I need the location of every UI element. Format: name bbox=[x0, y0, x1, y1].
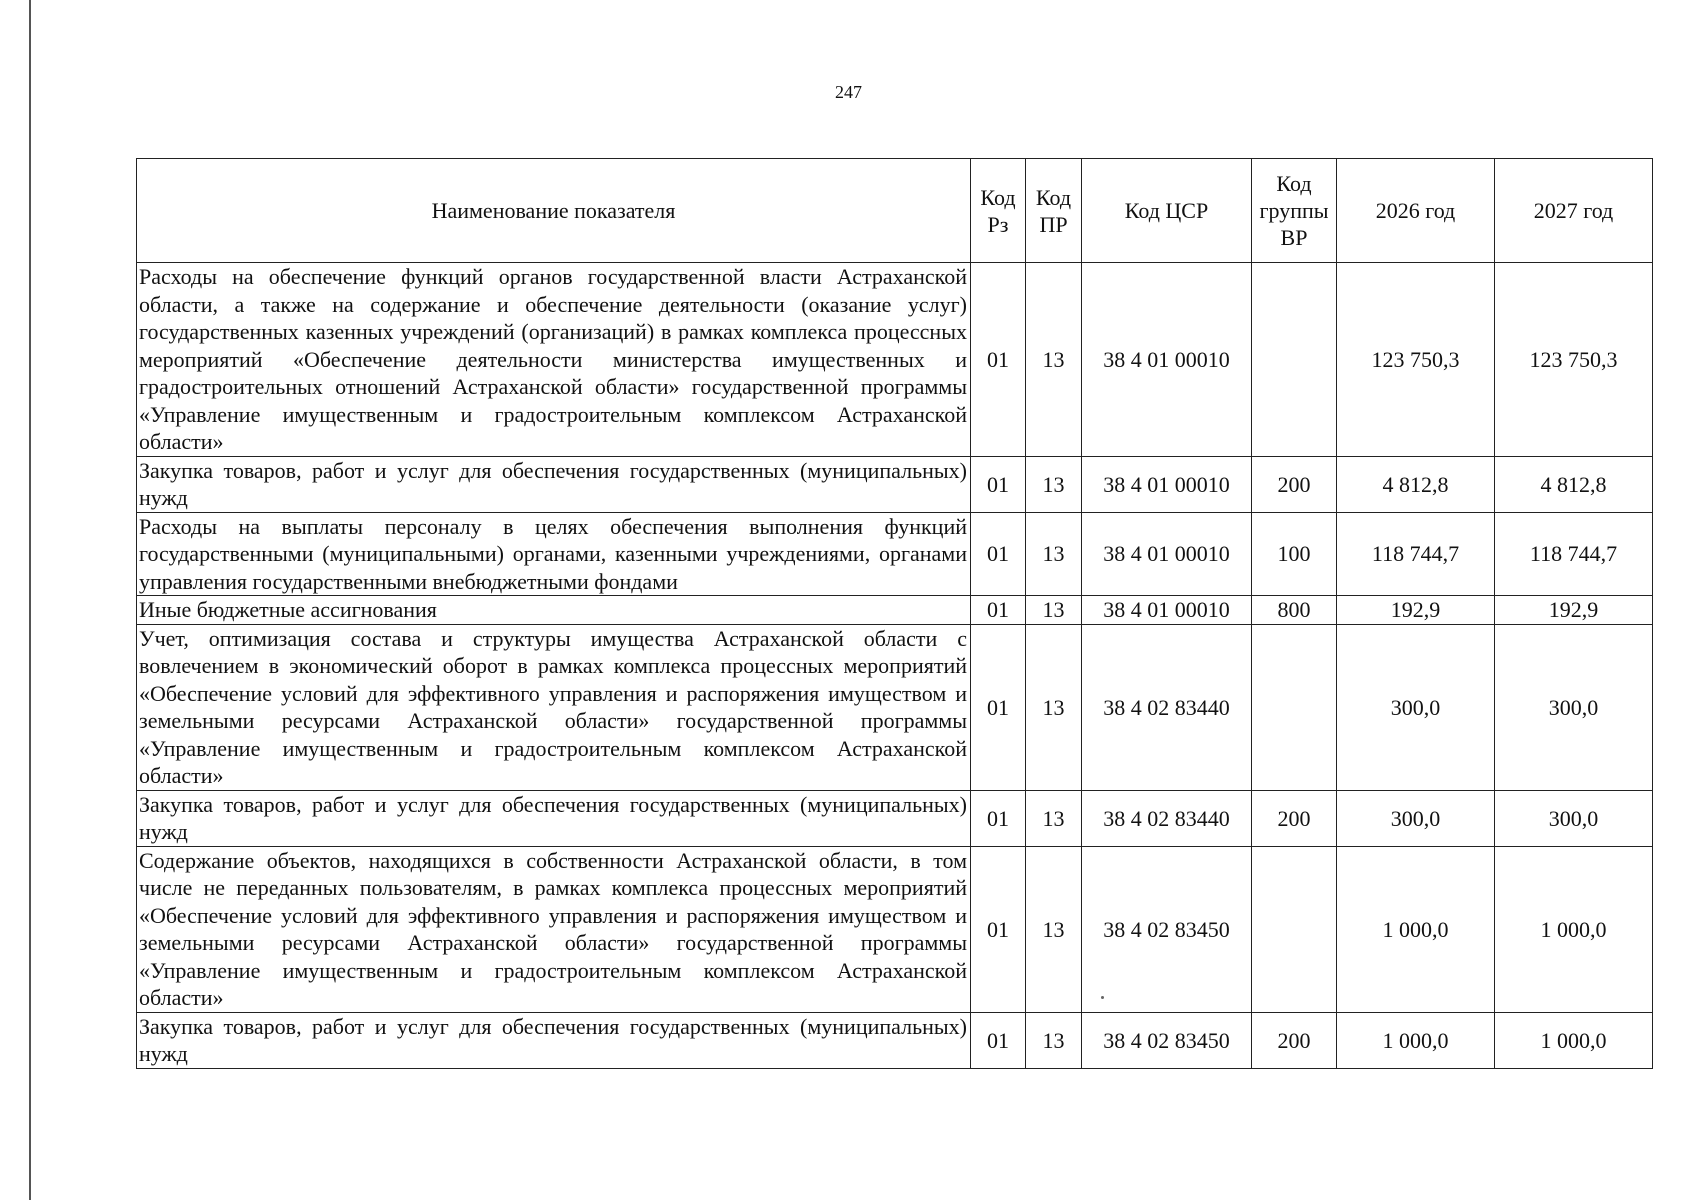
row-amount-2027: 1 000,0 bbox=[1495, 1012, 1653, 1068]
row-amount-2027: 118 744,7 bbox=[1495, 512, 1653, 596]
header-pr: Код ПР bbox=[1026, 159, 1082, 263]
header-year-2026: 2026 год bbox=[1337, 159, 1495, 263]
row-amount-2027: 300,0 bbox=[1495, 790, 1653, 846]
table-row bbox=[137, 790, 1653, 846]
row-rz: 01 bbox=[971, 1012, 1026, 1068]
table-row bbox=[137, 263, 1653, 457]
row-amount-2027: 1 000,0 bbox=[1495, 846, 1653, 1012]
page-margin-line bbox=[29, 0, 31, 1200]
row-amount-2026: 192,9 bbox=[1337, 596, 1495, 625]
row-amount-2027: 300,0 bbox=[1495, 624, 1653, 790]
row-pr: 13 bbox=[1026, 846, 1082, 1012]
row-amount-2026: 4 812,8 bbox=[1337, 456, 1495, 512]
header-csr: Код ЦСР bbox=[1082, 159, 1252, 263]
row-csr: 38 4 02 83450 bbox=[1082, 846, 1252, 1012]
table-row bbox=[137, 846, 1653, 1012]
table-row bbox=[137, 1012, 1653, 1068]
row-pr: 13 bbox=[1026, 263, 1082, 457]
row-name: Закупка товаров, работ и услуг для обеспечения государственных (муниципальных) нужд bbox=[137, 790, 971, 846]
header-rz: Код Рз bbox=[971, 159, 1026, 263]
row-csr: 38 4 02 83440 bbox=[1082, 790, 1252, 846]
row-rz: 01 bbox=[971, 456, 1026, 512]
row-vr: 800 bbox=[1252, 596, 1337, 625]
row-rz: 01 bbox=[971, 512, 1026, 596]
row-amount-2026: 118 744,7 bbox=[1337, 512, 1495, 596]
row-name: Учет, оптимизация состава и структуры имущества Астраханской области с вовлечением в экономический оборот в рамках комплекса процессных мероприятий «Обеспечение условий для эффективного управления и распоряжения имуществом и земельными ресурсами Астраханской области» государственной программы «Управление имущественным и градостроительным комплексом Астраханской области» bbox=[137, 624, 971, 790]
row-csr: 38 4 01 00010 bbox=[1082, 263, 1252, 457]
row-csr: 38 4 01 00010 bbox=[1082, 596, 1252, 625]
row-amount-2026: 300,0 bbox=[1337, 790, 1495, 846]
table-header-row bbox=[137, 159, 1653, 263]
row-amount-2027: 192,9 bbox=[1495, 596, 1653, 625]
row-amount-2027: 4 812,8 bbox=[1495, 456, 1653, 512]
scan-speck bbox=[1101, 996, 1104, 999]
row-vr bbox=[1252, 846, 1337, 1012]
row-amount-2027: 123 750,3 bbox=[1495, 263, 1653, 457]
row-rz: 01 bbox=[971, 263, 1026, 457]
row-amount-2026: 300,0 bbox=[1337, 624, 1495, 790]
row-pr: 13 bbox=[1026, 596, 1082, 625]
row-name: Закупка товаров, работ и услуг для обеспечения государственных (муниципальных) нужд bbox=[137, 456, 971, 512]
header-name: Наименование показателя bbox=[137, 159, 971, 263]
row-vr bbox=[1252, 263, 1337, 457]
row-vr: 100 bbox=[1252, 512, 1337, 596]
row-pr: 13 bbox=[1026, 456, 1082, 512]
row-rz: 01 bbox=[971, 846, 1026, 1012]
row-vr: 200 bbox=[1252, 790, 1337, 846]
row-amount-2026: 1 000,0 bbox=[1337, 846, 1495, 1012]
row-csr: 38 4 02 83450 bbox=[1082, 1012, 1252, 1068]
row-name: Содержание объектов, находящихся в собственности Астраханской области, в том числе не переданных пользователям, в рамках комплекса процессных мероприятий «Обеспечение условий для эффективного управления и распоряжения имуществом и земельными ресурсами Астраханской области» государственной программы «Управление имущественным и градостроительным комплексом Астраханской области» bbox=[137, 846, 971, 1012]
row-vr: 200 bbox=[1252, 456, 1337, 512]
budget-table bbox=[136, 158, 1653, 1069]
table-row bbox=[137, 456, 1653, 512]
row-pr: 13 bbox=[1026, 512, 1082, 596]
header-year-2027: 2027 год bbox=[1495, 159, 1653, 263]
row-pr: 13 bbox=[1026, 1012, 1082, 1068]
table-row bbox=[137, 624, 1653, 790]
row-name: Закупка товаров, работ и услуг для обеспечения государственных (муниципальных) нужд bbox=[137, 1012, 971, 1068]
row-rz: 01 bbox=[971, 624, 1026, 790]
page-number: 247 bbox=[835, 82, 862, 102]
row-name: Иные бюджетные ассигнования bbox=[137, 596, 971, 625]
header-vr: Код группы ВР bbox=[1252, 159, 1337, 263]
row-rz: 01 bbox=[971, 596, 1026, 625]
row-vr: 200 bbox=[1252, 1012, 1337, 1068]
table-row bbox=[137, 512, 1653, 596]
row-csr: 38 4 02 83440 bbox=[1082, 624, 1252, 790]
row-pr: 13 bbox=[1026, 790, 1082, 846]
table-row bbox=[137, 596, 1653, 625]
row-csr: 38 4 01 00010 bbox=[1082, 456, 1252, 512]
row-name: Расходы на выплаты персоналу в целях обеспечения выполнения функций государственными (муниципальными) органами, казенными учреждениями, органами управления государственными внебюджетными фондами bbox=[137, 512, 971, 596]
row-rz: 01 bbox=[971, 790, 1026, 846]
row-amount-2026: 1 000,0 bbox=[1337, 1012, 1495, 1068]
row-csr: 38 4 01 00010 bbox=[1082, 512, 1252, 596]
row-vr bbox=[1252, 624, 1337, 790]
row-pr: 13 bbox=[1026, 624, 1082, 790]
row-name: Расходы на обеспечение функций органов государственной власти Астраханской области, а также на содержание и обеспечение деятельности (оказание услуг) государственных казенных учреждений (организаций) в рамках комплекса процессных мероприятий «Обеспечение деятельности министерства имущественных и градостроительных отношений Астраханской области» государственной программы «Управление имущественным и градостроительным комплексом Астраханской области» bbox=[137, 263, 971, 457]
row-amount-2026: 123 750,3 bbox=[1337, 263, 1495, 457]
